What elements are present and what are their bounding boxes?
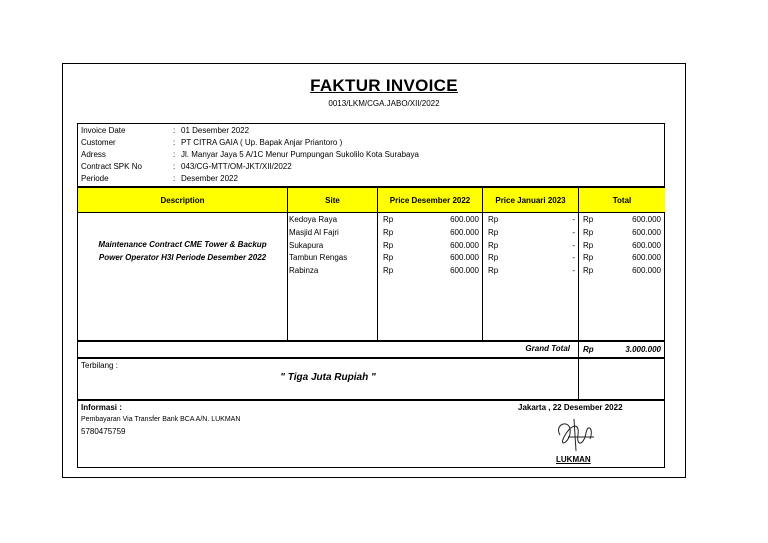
informasi-box [77,400,665,468]
price-jan-values [528,214,575,278]
currency-cell: Rp [583,227,594,237]
price-dec-values [418,214,479,278]
site-column-text [289,214,347,278]
currency-cell: Rp [488,227,499,237]
header-price-dec: Price Desember 2022 [378,188,483,213]
total-cell: 600.000 [632,240,661,250]
invoice-number: 0013/LKM/CGA.JABO/XII/2022 [328,99,440,108]
site-cell: Sukapura [289,240,324,250]
grand-total-row [77,341,665,358]
grand-total-value: 3.000.000 [625,345,661,354]
currency-cell: Rp [383,227,394,237]
info-value: PT CITRA GAIA ( Up. Bapak Anjar Priantoro ) [181,138,343,147]
currency-cell: Rp [383,240,394,250]
currency-cell: Rp [488,266,499,276]
price-cell: - [572,227,575,237]
grand-total-label: Grand Total [525,344,570,353]
info-row-contract [81,161,292,172]
header-total: Total [579,188,665,213]
price-cell: 600.000 [450,227,479,237]
currency-cell: Rp [383,266,394,276]
signature-name: LUKMAN [556,455,591,464]
total-currency [583,214,593,278]
currency-cell: Rp [583,266,594,276]
price-cell: - [572,266,575,276]
currency-cell: Rp [583,240,594,250]
info-value: 01 Desember 2022 [181,126,250,135]
price-cell: 600.000 [450,215,479,224]
total-cell: 600.000 [632,227,661,237]
informasi-label: Informasi : [81,403,122,412]
info-colon: : [173,150,176,159]
currency-cell: Rp [383,215,394,224]
col-description [78,213,288,340]
info-row-periode [81,173,238,184]
price-cell: - [572,253,575,263]
info-row-invoice-date [81,125,249,136]
info-value: 043/CG-MTT/OM-JKT/XII/2022 [181,162,292,171]
price-jan-currency [488,214,498,278]
info-label: Adress [81,150,106,159]
terbilang-text: " Tiga Juta Rupiah " [280,372,376,383]
price-dec-currency [383,214,393,278]
grand-total-divider [578,342,579,357]
site-cell: Kedoya Raya [289,215,338,224]
info-label: Contract SPK No [81,162,142,171]
signature-scribble-icon [550,415,600,455]
total-cell: 600.000 [632,253,661,263]
info-colon: : [173,162,176,171]
total-values [608,214,661,278]
informasi-line2: 5780475759 [81,427,126,436]
price-cell: 600.000 [450,266,479,276]
price-cell: - [572,215,575,224]
currency-cell: Rp [583,215,594,224]
site-cell: Masjid Al Fajri [289,227,339,237]
grand-total-currency: Rp [583,345,594,354]
currency-cell: Rp [383,253,394,263]
total-cell: 600.000 [632,266,661,276]
info-colon: : [173,126,176,135]
header-price-jan: Price Januari 2023 [483,188,579,213]
info-row-address [81,149,419,160]
site-cell: Rabinza [289,266,319,276]
info-value: Desember 2022 [181,174,238,183]
header-site: Site [288,188,378,213]
currency-cell: Rp [488,253,499,263]
info-label: Customer [81,138,116,147]
currency-cell: Rp [488,240,499,250]
info-value: Jl. Manyar Jaya 5 A/1C Menur Pumpungan Sukolilo Kota Surabaya [181,150,419,159]
header-description: Description [78,188,288,213]
description-line: Maintenance Contract CME Tower & Backup [98,240,267,249]
terbilang-label: Terbilang : [81,361,118,370]
informasi-line1: Pembayaran Via Transfer Bank BCA A/N. LUKMAN [81,416,241,423]
info-label: Periode [81,174,109,183]
invoice-info-box [77,123,665,187]
info-row-customer [81,137,342,148]
site-cell: Tambun Rengas [289,253,348,263]
price-cell: - [572,240,575,250]
signature-place-date: Jakarta , 22 Desember 2022 [518,403,623,412]
currency-cell: Rp [583,253,594,263]
terbilang-divider [578,359,579,399]
price-cell: 600.000 [450,253,479,263]
invoice-title: FAKTUR INVOICE [310,76,458,95]
total-cell: 600.000 [632,215,661,224]
info-colon: : [173,138,176,147]
description-text [78,238,287,264]
currency-cell: Rp [488,215,499,224]
info-label: Invoice Date [81,126,126,135]
items-table [77,187,665,341]
terbilang-box [77,358,665,400]
description-line: Power Operator H3I Periode Desember 2022 [98,253,267,262]
price-cell: 600.000 [450,240,479,250]
info-colon: : [173,174,176,183]
